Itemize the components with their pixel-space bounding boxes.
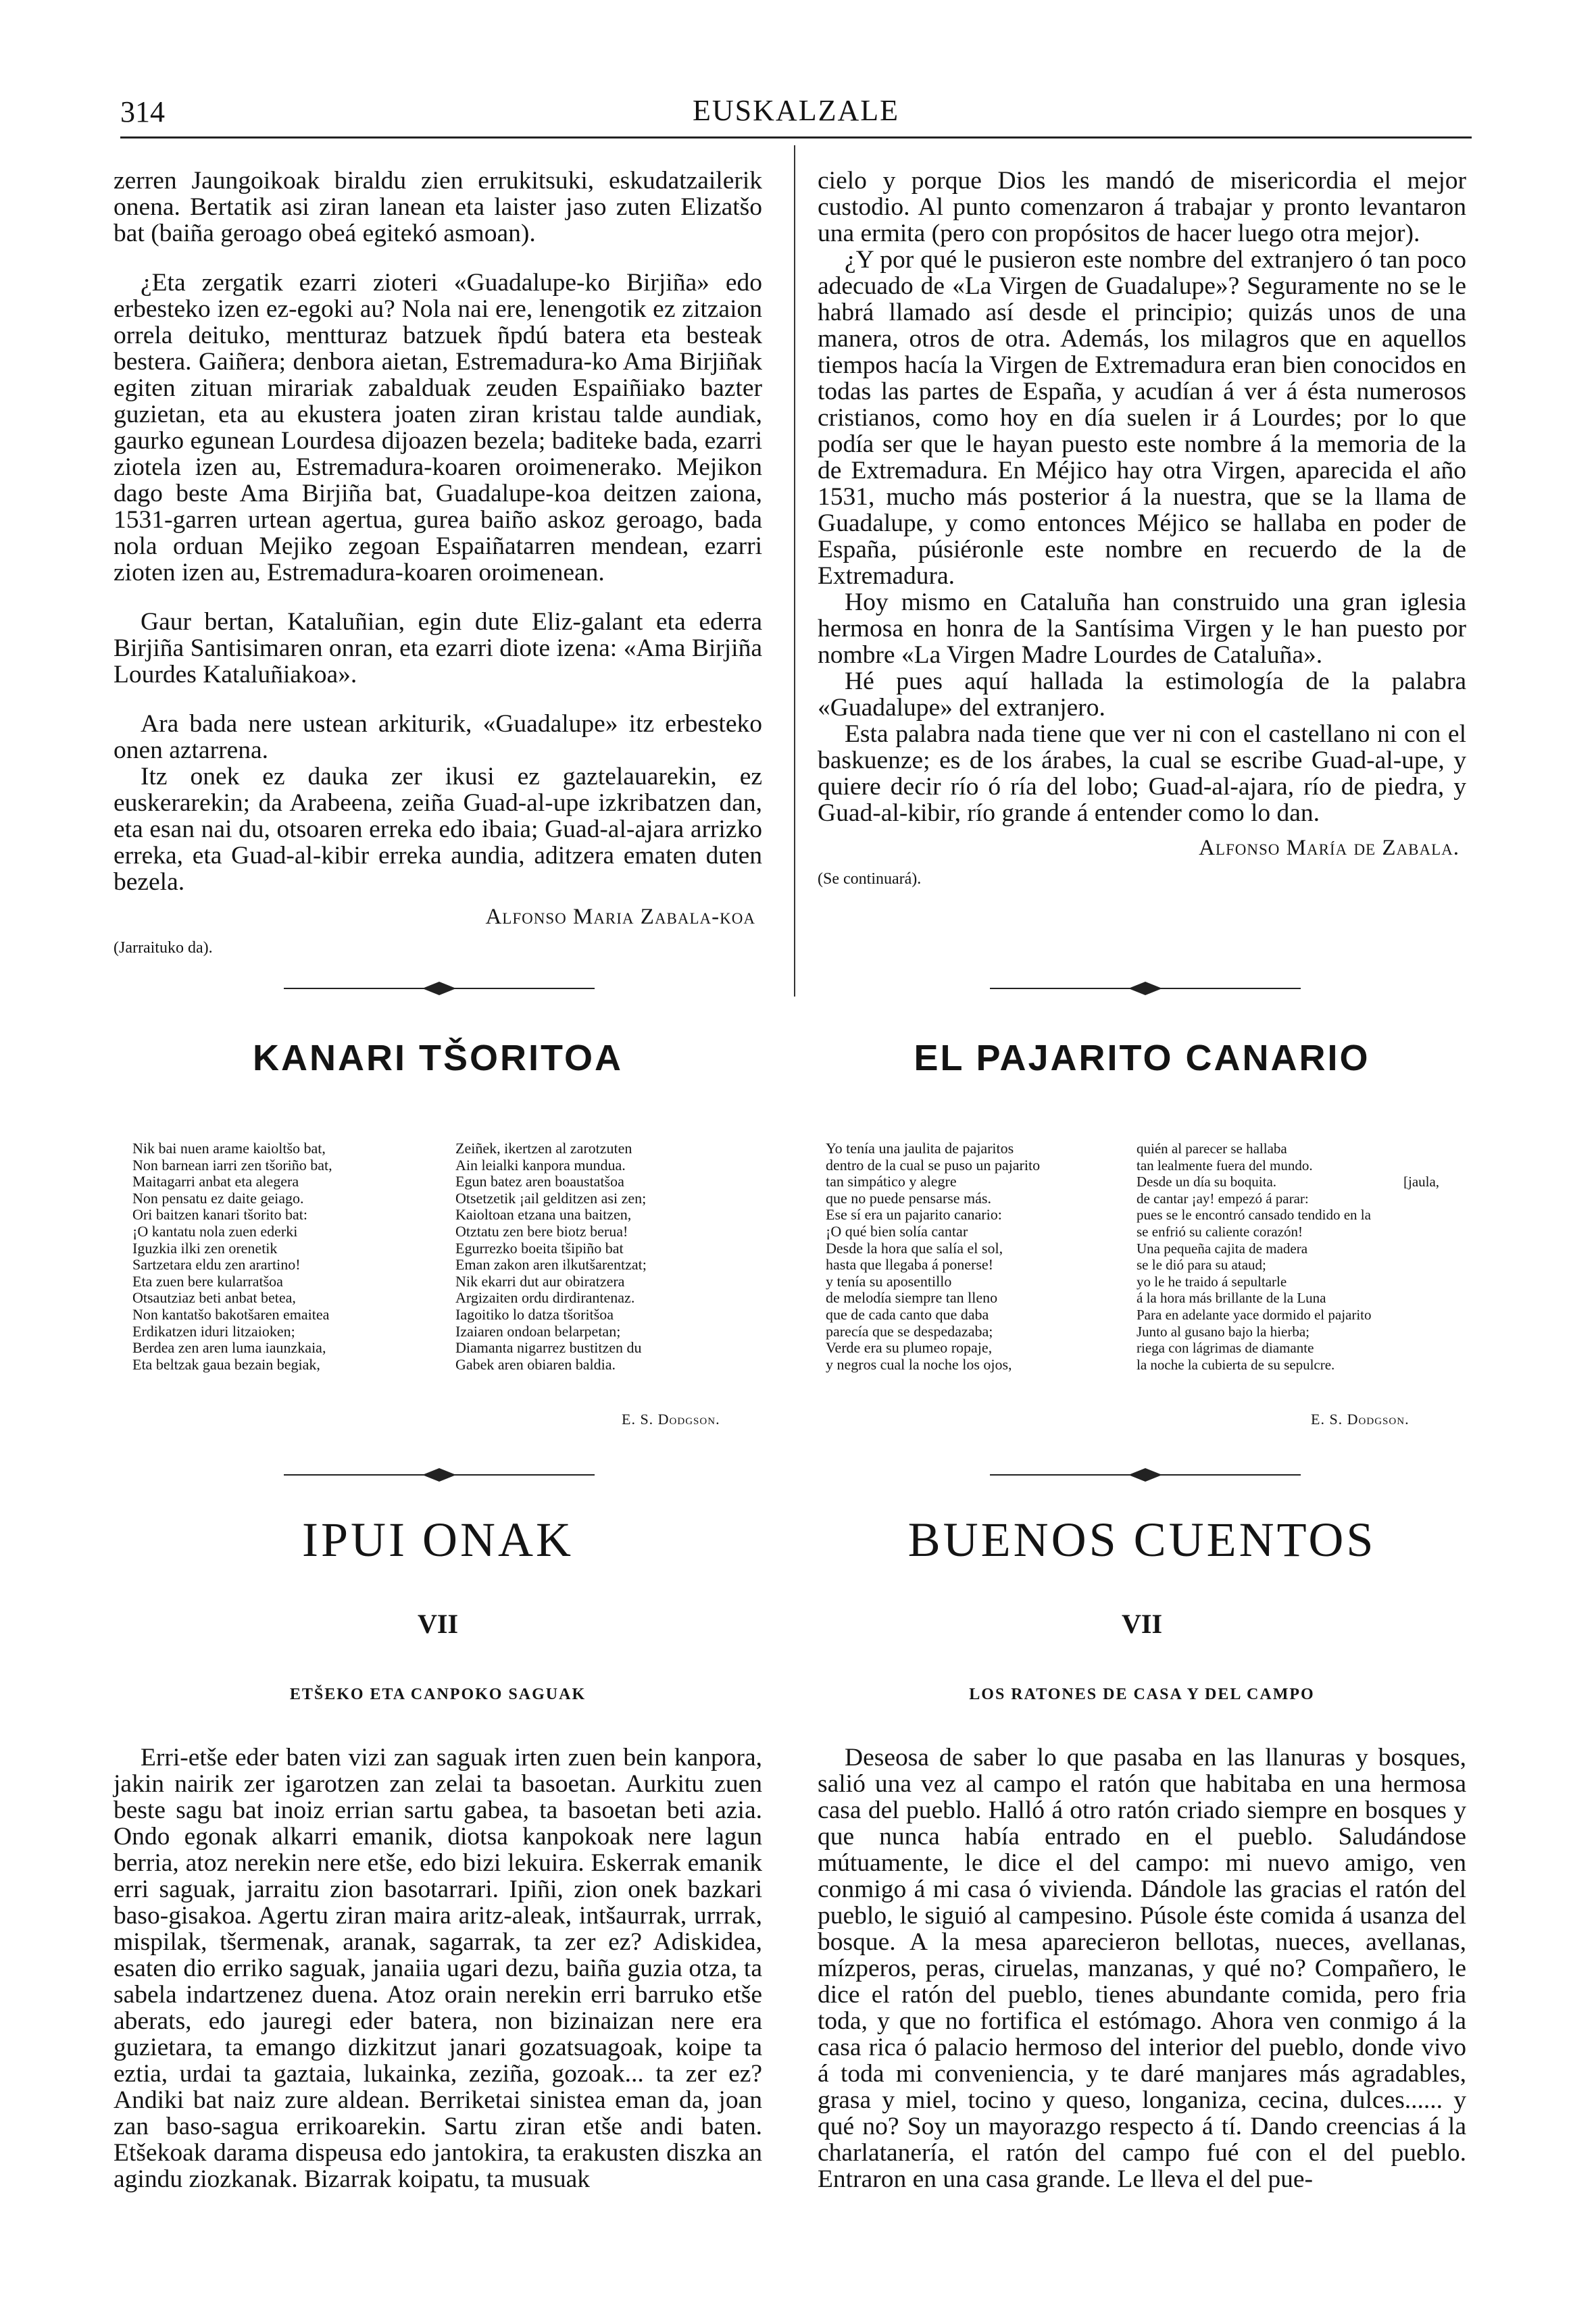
poem-line: Eta zuen bere kularratšoa	[132, 1272, 283, 1290]
story-paragraph: Erri-etše eder baten vizi zan saguak irten zuen bein kanpora, jakin nairik zer igarotzen zan zelai ta basoetan. Aurkitu zuen beste sagu bat inoiz errian sartu gabea, ta basoetan beti azia. Ondo egonak alkarri emanik, diotsa kanpokoak nere lagun berria, atoz nerekin nere etše, edo bizi lekuira. Eskerrak emanik erri saguak, jarraitu zion basotarrari. Ipiñi, zion onek bazkari baso-gisakoa. Agertu ziran maira aritz-aleak, intšaurrak, urrrak, mispilak, tšermenak, aranak, sagarrak, ta zer ez? Adiskidea, esaten dio erriko saguak, janaiia ugari dezu, baiña guzia otza, ta sabela indartzenez duena. Atoz orain nerekin erri barruko etše aberats, edo jauregi eder batera, non bizinaizan nere era guzietara, ta emango dizkitzut janari gozatsuagoak, koipe ta eztia, urdai ta gaztaia, lukainka, zeziña, gozoak... ta zer ez? Andiki bat naiz zure aldean. Berriketai sinistea eman da, joan zan baso-sagua errikoarekin. Sartu ziran etše andi baten. Etšekoak darama dispeusa edo jantokira, ta erakusten diszka an agindu ziozkanak. Bizarrak koipatu, ta musuak	[114, 1744, 762, 2193]
poem-line: riega con lágrimas de diamante	[1137, 1340, 1314, 1357]
poem-line: Berdea zen aren luma iaunzkaia,	[132, 1339, 326, 1357]
poem-line: y negros cual la noche los ojos,	[826, 1355, 1012, 1373]
ornament-divider	[284, 978, 595, 999]
poem-line: de melodía siempre tan lleno	[826, 1289, 998, 1307]
poem-line: de cantar ¡ay! empezó á parar:	[1137, 1190, 1309, 1207]
article-paragraph: Gaur bertan, Kataluñian, egin dute Eliz-galant eta ederra Birjiña Santisimaren onran, eta ezarri diote izena: «Ama Birjiña Lourdes Kataluñiakoa».	[114, 608, 762, 688]
poem-signature: E. S. Dodgson.	[622, 1411, 720, 1428]
article-paragraph: Hoy mismo en Cataluña han construido una gran iglesia hermosa en honra de la Santísima Virgen y le han puesto por nombre «La Virgen Madre Lourdes de Cataluña».	[818, 588, 1466, 669]
article-paragraph: ¿Eta zergatik ezarri zioteri «Guadalupe-ko Birjiña» edo erbesteko izen ez-egoki au? Nola nai ere, lenengotik ez zitzaion orrela deituko, mentturaz batzuek ñpdú batera eta besteak bestera. Gaiñera; denbora aietan, Estremadura-ko Ama Birjiñak egiten zituan mirariak zabalduak zeuden Espaiñiako bazter guzietan, eta au ekustera joaten ziran kristau talde aundiak, gaurko egunean Lourdesa dijoazen bezela; baditeke bada, ezarri ziotela izen au, Estremadura-koaren oroimenerako. Mejikon dago beste Ama Birjiña bat, Guadalupe-koa deitzen zaiona, 1531-garren urtean agertua, gurea baiño askoz geroago, bada nola orduan Mejiko zegoan Espaiñatarren mendean, ezarri zioten izen au, Estremadura-koaren oroimenean.	[114, 269, 762, 586]
poem-line: Iguzkia ilki zen orenetik	[132, 1239, 278, 1257]
poem-line: que de cada canto que daba	[826, 1305, 989, 1323]
poem-line: la noche la cubierta de su sepulcre.	[1137, 1356, 1335, 1373]
spanish-story	[818, 1744, 1466, 2192]
poem-line: Nik ekarri dut aur obiratzera	[455, 1272, 625, 1290]
poem-column	[132, 1140, 332, 1373]
continuation-note: (Jarraituko da).	[114, 939, 213, 957]
poem-line: ¡O kantatu nola zuen ederki	[132, 1222, 298, 1240]
poem-title-basque: KANARI TŠORITOA	[252, 1038, 623, 1078]
story-title-spanish: BUENOS CUENTOS	[907, 1513, 1376, 1567]
poem-line: quién al parecer se hallaba	[1137, 1140, 1287, 1157]
poem-column	[826, 1140, 1040, 1373]
poem-line: Ese sí era un pajarito canario:	[826, 1206, 1002, 1224]
poem-line: Ori baitzen kanari tšorito bat:	[132, 1206, 308, 1224]
poem-line: Eman zakon aren ilkutšarentzat;	[455, 1256, 647, 1274]
poem-line: Yo tenía una jaulita de pajaritos	[826, 1140, 1014, 1157]
page-number: 314	[120, 95, 165, 128]
poem-line: Non barnean iarri zen tšoriño bat,	[132, 1156, 332, 1174]
poem-line: Izaiaren ondoan belarpetan;	[455, 1322, 621, 1340]
poem-line: Verde era su plumeo ropaje,	[826, 1339, 993, 1357]
poem-line: pues se le encontró cansado tendido en la	[1137, 1207, 1371, 1224]
poem-line: Desde un día su boquita.	[1137, 1174, 1277, 1190]
story-subtitle: LOS RATONES DE CASA Y DEL CAMPO	[969, 1686, 1315, 1703]
chapter-number: VII	[417, 1609, 459, 1639]
poem-spanish	[826, 1140, 1474, 1373]
poem-line: Egun batez aren boaustatšoa	[455, 1173, 624, 1190]
poem-line: á la hora más brillante de la Luna	[1137, 1290, 1326, 1307]
poem-line: Nik bai nuen arame kaioltšo bat,	[132, 1140, 326, 1157]
journal-title: EUSKALZALE	[693, 94, 899, 127]
poem-column	[1137, 1140, 1372, 1373]
ornament-divider	[284, 1465, 595, 1485]
poem-line: Gabek aren obiaren baldia.	[455, 1355, 616, 1373]
article-signature: Alfonso María de Zabala.	[1199, 836, 1460, 860]
article-paragraph: Hé pues aquí hallada la estimología de la palabra «Guadalupe» del extranjero.	[818, 668, 1466, 722]
spanish-article	[818, 168, 1466, 888]
poem-line: Desde la hora que salía el sol,	[826, 1239, 1003, 1257]
poem-line: Ain leialki kanpora mundua.	[455, 1156, 626, 1174]
poem-line: Diamanta nigarrez bustitzen du	[455, 1339, 642, 1357]
article-paragraph: Ara bada nere ustean arkiturik, «Guadalupe» itz erbesteko onen aztarrena.	[114, 710, 762, 764]
story-paragraph: Deseosa de saber lo que pasaba en las llanuras y bosques, salió una vez al campo el ratón que habitaba en una hermosa casa del pueblo. Halló á otro ratón criado siempre en bosques y que nunca había entrado en el pueblo. Saludándose mútuamente, le dice el del campo: mi nuevo amigo, ven conmigo á mi casa ó vivienda. Dándole las gracias el ratón del pueblo, le siguió al campesino. Púsole éste comida á usanza del bosque. A la mesa aparecieron bellotas, nueces, avellanas, mízperos, peras, ciruelas, manzanas, y qué no? Compañero, le dice el ratón del pueblo, tienes abundante comida, pero fria toda, y que no fortifica el estómago. Ahora ven conmigo á la casa rica ó palacio hermoso del interior del pueblo, donde vivo á toda mi conveniencia, y te daré manjares más agradables, grasa y miel, tocino y queso, longaniza, cecina, dulces...... y qué no? Soy un mayorazgo respecto á tí. Dando creencias á la charlatanería, el ratón del campo fué con el del pueblo. Entraron en una casa grande. Le lleva el del pue-	[818, 1744, 1466, 2193]
poem-line: Junto al gusano bajo la hierba;	[1137, 1323, 1310, 1340]
ornament-divider	[990, 1465, 1301, 1485]
poem-basque	[132, 1140, 781, 1373]
poem-line: Maitagarri anbat eta alegera	[132, 1173, 299, 1190]
poem-line: hasta que llegaba á ponerse!	[826, 1256, 993, 1274]
poem-line: Para en adelante yace dormido el pajarito	[1137, 1306, 1372, 1323]
poem-line: Eta beltzak gaua bezain begiak,	[132, 1355, 320, 1373]
poem-line: tan lealmente fuera del mundo.	[1137, 1157, 1313, 1174]
continuation-note: (Se continuará).	[818, 870, 922, 888]
poem-margin-word: [jaula,	[1403, 1174, 1440, 1190]
article-paragraph: ¿Y por qué le pusieron este nombre del extranjero ó tan poco adecuado de «La Virgen de Guadalupe»? Seguramente no se le habrá llamado así desde el principio; quizás unos de una manera, otros de otra. Además, los milagros que en aquellos tiempos hacía la Virgen de Extremadura eran bien conocidos en todas las partes de España, y acudían á ver á ésta numerosos cristianos, como hoy en día suelen ir á Lourdes; por lo que podía ser que le hayan puesto este nombre á la memoria de la de Extremadura. En Méjico hay otra Virgen, aparecida el año 1531, mucho más posterior á la nuestra, que se la llama de Guadalupe, y como entonces Méjico se hallaba en poder de España, púsiéronle este nombre en recuerdo de la de Extremadura.	[818, 246, 1466, 590]
story-title-basque: IPUI ONAK	[302, 1513, 574, 1567]
story-subtitle: ETŠEKO ETA CANPOKO SAGUAK	[289, 1686, 587, 1703]
poem-line: Non pensatu ez daite geiago.	[132, 1189, 304, 1207]
poem-signature: E. S. Dodgson.	[1311, 1411, 1410, 1428]
poem-line: Egurrezko boeita tšipiño bat	[455, 1239, 624, 1257]
poem-line: Argizaiten ordu dirdirantenaz.	[455, 1289, 635, 1307]
article-paragraph: zerren Jaungoikoak biraldu zien errukitsuki, eskudatzailerik onena. Bertatik asi ziran lanean eta laister jaso zuten Elizatšo bat (baiña geroago obeá egitekó asmoan).	[114, 167, 762, 247]
poem-line: y tenía su aposentillo	[826, 1272, 952, 1290]
poem-line: dentro de la cual se puso un pajarito	[826, 1156, 1041, 1174]
poem-line: se le dió para su ataud;	[1137, 1257, 1266, 1274]
header-rule	[120, 136, 1472, 139]
poem-line: Otztatu zen bere biotz berua!	[455, 1222, 628, 1240]
ornament-divider	[990, 978, 1301, 999]
poem-column	[455, 1140, 647, 1373]
poem-line: Erdikatzen iduri litzaioken;	[132, 1322, 295, 1340]
poem-line: que no puede pensarse más.	[826, 1189, 991, 1207]
poem-line: Otsetzetik ¡ail gelditzen asi zen;	[455, 1189, 647, 1207]
basque-story	[114, 1744, 762, 2192]
poem-line: yo le he traido á sepultarle	[1137, 1273, 1287, 1290]
poem-line: parecía que se despedazaba;	[826, 1322, 993, 1340]
poem-line: Kaioltoan etzana una baitzen,	[455, 1206, 632, 1224]
poem-title-spanish: EL PAJARITO CANARIO	[914, 1038, 1370, 1078]
poem-line: Iagoitiko lo datza tšoritšoa	[455, 1305, 614, 1323]
article-paragraph: cielo y porque Dios les mandó de misericordia el mejor custodio. Al punto comenzaron á trabajar y pronto levantaron una ermita (pero con propósitos de hacer luego otra mejor).	[818, 167, 1466, 247]
article-signature: Alfonso Maria Zabala-koa	[485, 905, 755, 929]
page-header	[120, 86, 1472, 141]
poem-line: Otsautziaz beti anbat betea,	[132, 1289, 296, 1307]
poem-line: Non kantatšo bakotšaren emaitea	[132, 1305, 330, 1323]
poem-line: tan simpático y alegre	[826, 1173, 957, 1190]
poem-line: Zeiñek, ikertzen al zarotzuten	[455, 1140, 632, 1157]
poem-line: Sartzetara eldu zen arartino!	[132, 1256, 301, 1274]
poem-line: ¡O qué bien solía cantar	[826, 1222, 968, 1240]
chapter-number: VII	[1121, 1609, 1163, 1639]
poem-line: Una pequeña cajita de madera	[1137, 1240, 1308, 1257]
column-divider	[794, 145, 795, 997]
poem-line: se enfrió su caliente corazón!	[1137, 1223, 1303, 1240]
article-paragraph: Itz onek ez dauka zer ikusi ez gaztelauarekin, ez euskerarekin; da Arabeena, zeiña Guad-al-upe izkribatzen dan, eta esan nai du, otsoaren erreka edo ibaia; Guad-al-ajara arrizko erreka, eta Guad-al-kibir erreka aundia, aditzera ematen duten bezela.	[114, 763, 762, 896]
basque-article	[114, 168, 762, 957]
article-paragraph: Esta palabra nada tiene que ver ni con el castellano ni con el baskuenze; es de los árabes, la cual se escribe Guad-al-upe, y quiere decir río ó ría del lobo; Guad-al-ajara, río de piedra, y Guad-al-kibir, río grande á entender como lo dan.	[818, 720, 1466, 827]
